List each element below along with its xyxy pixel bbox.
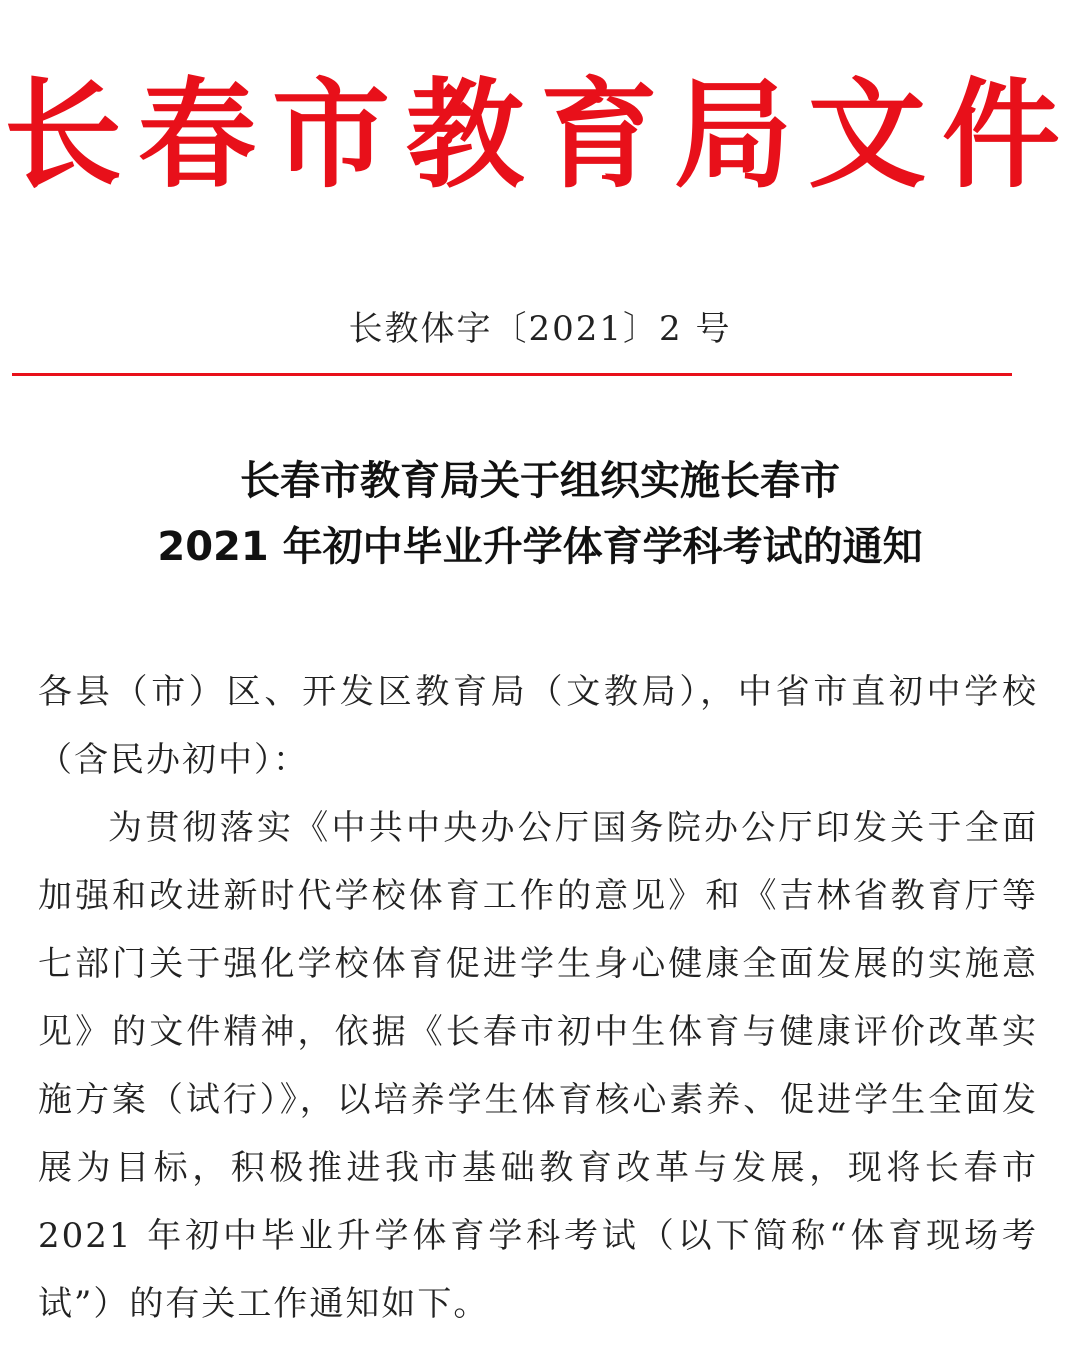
notice-body bbox=[38, 658, 1038, 1338]
notice-title-line-2: 2021 年初中毕业升学体育学科考试的通知 bbox=[157, 524, 923, 570]
notice-title bbox=[0, 448, 1080, 580]
body-paragraph-1: 为贯彻落实《中共中央办公厅国务院办公厅印发关于全面加强和改进新时代学校体育工作的意见》和《吉林省教育厅等七部门关于强化学校体育促进学生身心健康全面发展的实施意见》的文件精神，依据《长春市初中生体育与健康评价改革实施方案（试行）》，以培养学生体育核心素养、促进学生全面发展为目标，积极推进我市基础教育改革与发展，现将长春市 2021 年初中毕业升学体育学科考试（以下简称“体育现场考试”）的有关工作通知如下。 bbox=[38, 808, 1038, 1324]
salutation: 各县（市）区、开发区教育局（文教局），中省市直初中学校（含民办初中）： bbox=[38, 672, 1038, 780]
red-divider-line bbox=[12, 373, 1012, 376]
document-number: 长教体字〔2021〕2 号 bbox=[348, 309, 732, 349]
issuer-header-title: 长春市教育局文件 bbox=[3, 66, 1076, 204]
notice-title-line-1: 长春市教育局关于组织实施长春市 bbox=[240, 458, 840, 504]
